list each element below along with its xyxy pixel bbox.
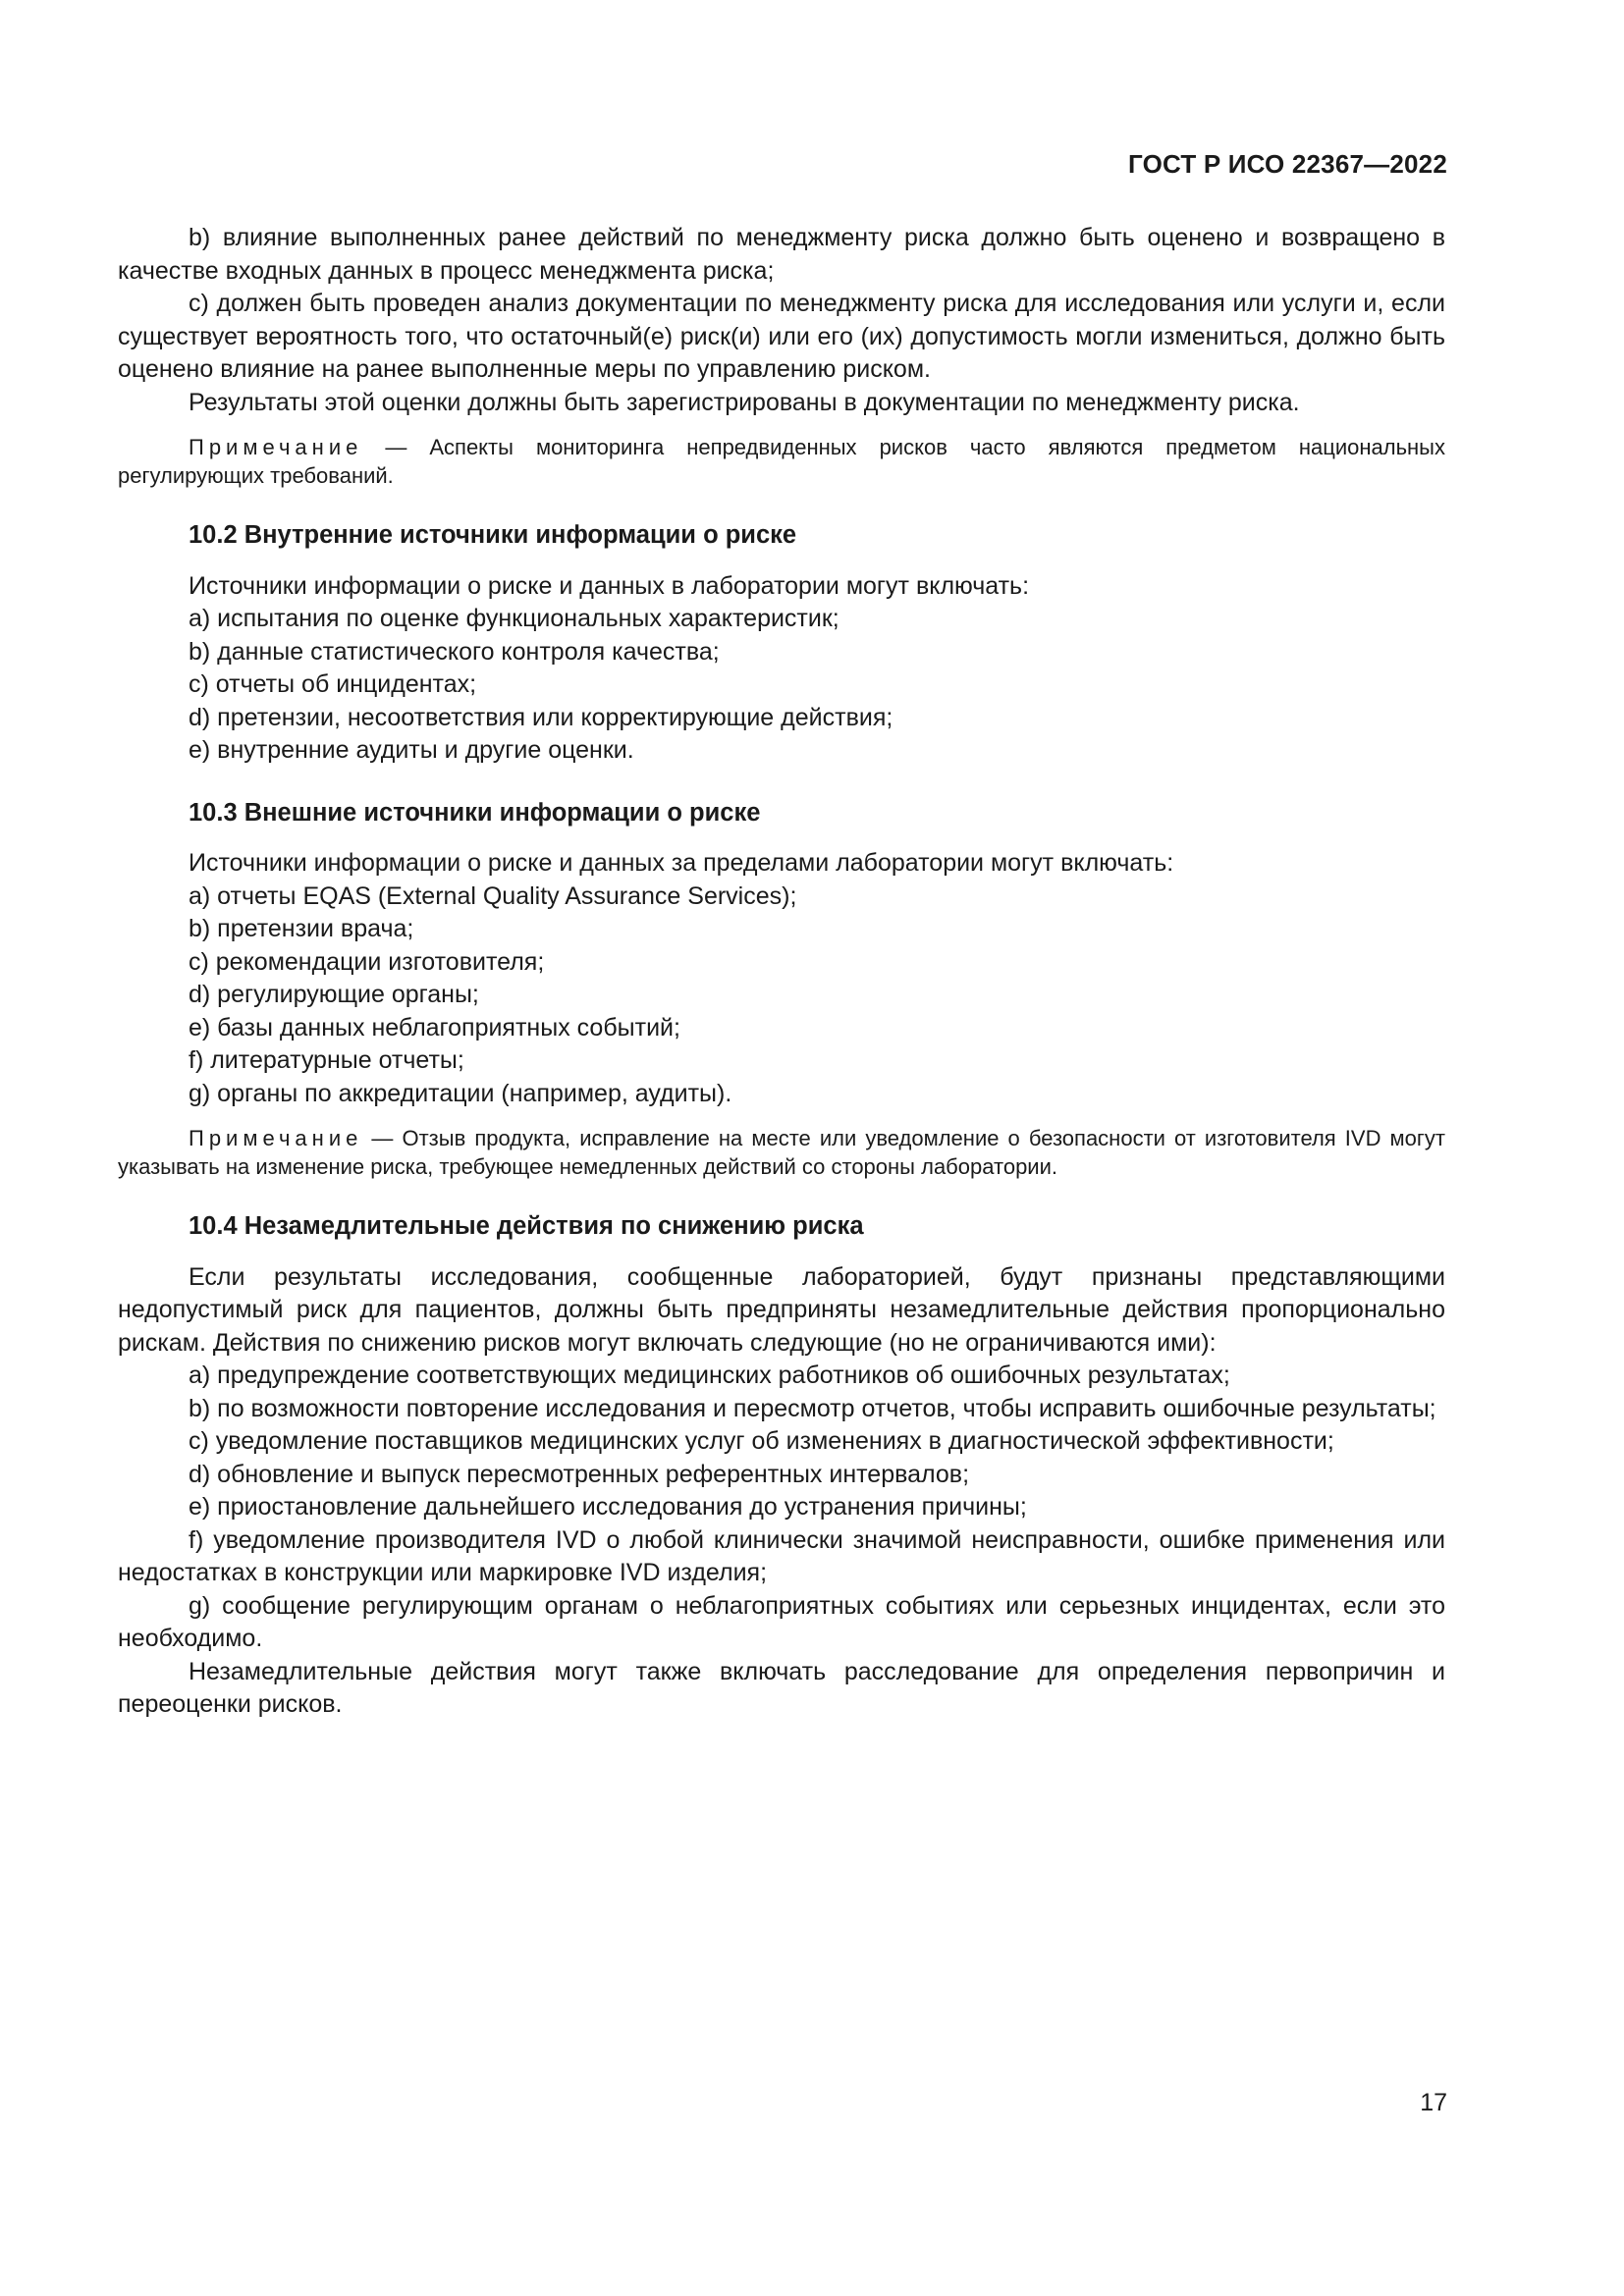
section-10-3-lead: Источники информации о риске и данных за пределами лаборатории могут включать:: [189, 849, 1174, 877]
list-item: d) регулирующие органы;: [189, 981, 479, 1008]
page-content: [118, 222, 1445, 1722]
section-10-4-heading: 10.4 Незамедлительные действия по снижению риска: [189, 1212, 864, 1240]
list-item: a) предупреждение соответствующих медицинских работников об ошибочных результатах;: [189, 1362, 1230, 1389]
list-item: e) базы данных неблагоприятных событий;: [189, 1013, 680, 1041]
list-item: c) отчеты об инцидентах;: [189, 670, 477, 698]
list-item: e) приостановление дальнейшего исследования до устранения причины;: [189, 1493, 1027, 1521]
list-item: d) обновление и выпуск пересмотренных референтных интервалов;: [189, 1460, 970, 1488]
section-10-2-heading: 10.2 Внутренние источники информации о риске: [189, 521, 797, 549]
note-text: — Отзыв продукта, исправление на месте или уведомление о безопасности от изготовителя IVD могут указывать на изменение риска, требующее немедленных действий со стороны лаборатории.: [118, 1126, 1445, 1179]
intro-result: Результаты этой оценки должны быть зарегистрированы в документации по менеджменту риска.: [189, 388, 1300, 416]
intro-item-c: c) должен быть проведен анализ документации по менеджменту риска для исследования или услуги и, если существует вероятность того, что остаточный(е) риск(и) или его (их) допустимость могли измениться, должно быть оценено влияние на ранее выполненные меры по управлению риском.: [118, 290, 1445, 383]
list-item: c) уведомление поставщиков медицинских услуг об изменениях в диагностической эффективности;: [189, 1427, 1334, 1455]
note-label: Примечание: [189, 435, 363, 459]
list-item: e) внутренние аудиты и другие оценки.: [189, 736, 634, 764]
list-item: d) претензии, несоответствия или корректирующие действия;: [189, 703, 893, 731]
list-item: a) испытания по оценке функциональных характеристик;: [189, 605, 839, 632]
intro-note: [118, 433, 1445, 490]
list-item: g) органы по аккредитации (например, аудиты).: [189, 1079, 732, 1107]
note-text: — Аспекты мониторинга непредвиденных рисков часто являются предметом национальных регулирующих требований.: [118, 435, 1445, 488]
section-10-4-lead: Если результаты исследования, сообщенные лабораторией, будут признаны представляющими недопустимый риск для пациентов, должны быть предприняты незамедлительные действия пропорционально рискам. Действия по снижению рисков могут включать следующие (но не ограничиваются ими):: [118, 1262, 1445, 1357]
section-10-3-note: [118, 1124, 1445, 1181]
list-item: f) литературные отчеты;: [189, 1046, 464, 1074]
section-10-2-lead: Источники информации о риске и данных в лаборатории могут включать:: [189, 571, 1030, 600]
list-item: b) данные статистического контроля качества;: [189, 637, 720, 666]
list-item: b) по возможности повторение исследования и пересмотр отчетов, чтобы исправить ошибочные результаты;: [189, 1394, 1436, 1422]
list-item: c) рекомендации изготовителя;: [189, 947, 545, 976]
note-label: Примечание: [189, 1126, 363, 1150]
list-item: f) уведомление производителя IVD о любой клинически значимой неисправности, ошибке применения или недостатках в конструкции или маркировке IVD изделия;: [118, 1525, 1445, 1586]
list-item: g) сообщение регулирующим органам о неблагоприятных событиях или серьезных инцидентах, если это необходимо.: [118, 1591, 1445, 1652]
section-10-3-heading: 10.3 Внешние источники информации о риске: [189, 798, 761, 827]
list-item: a) отчеты EQAS (External Quality Assurance Services);: [189, 881, 797, 910]
section-10-4-closing: Незамедлительные действия могут также включать расследование для определения первопричин и переоценки рисков.: [118, 1657, 1445, 1718]
intro-item-b: b) влияние выполненных ранее действий по менеджменту риска должно быть оценено и возвращено в качестве входных данных в процесс менеджмента риска;: [118, 224, 1445, 285]
page-number: 17: [1420, 2089, 1447, 2116]
document-code-header: ГОСТ Р ИСО 22367—2022: [1127, 149, 1447, 179]
list-item: b) претензии врача;: [189, 915, 414, 942]
